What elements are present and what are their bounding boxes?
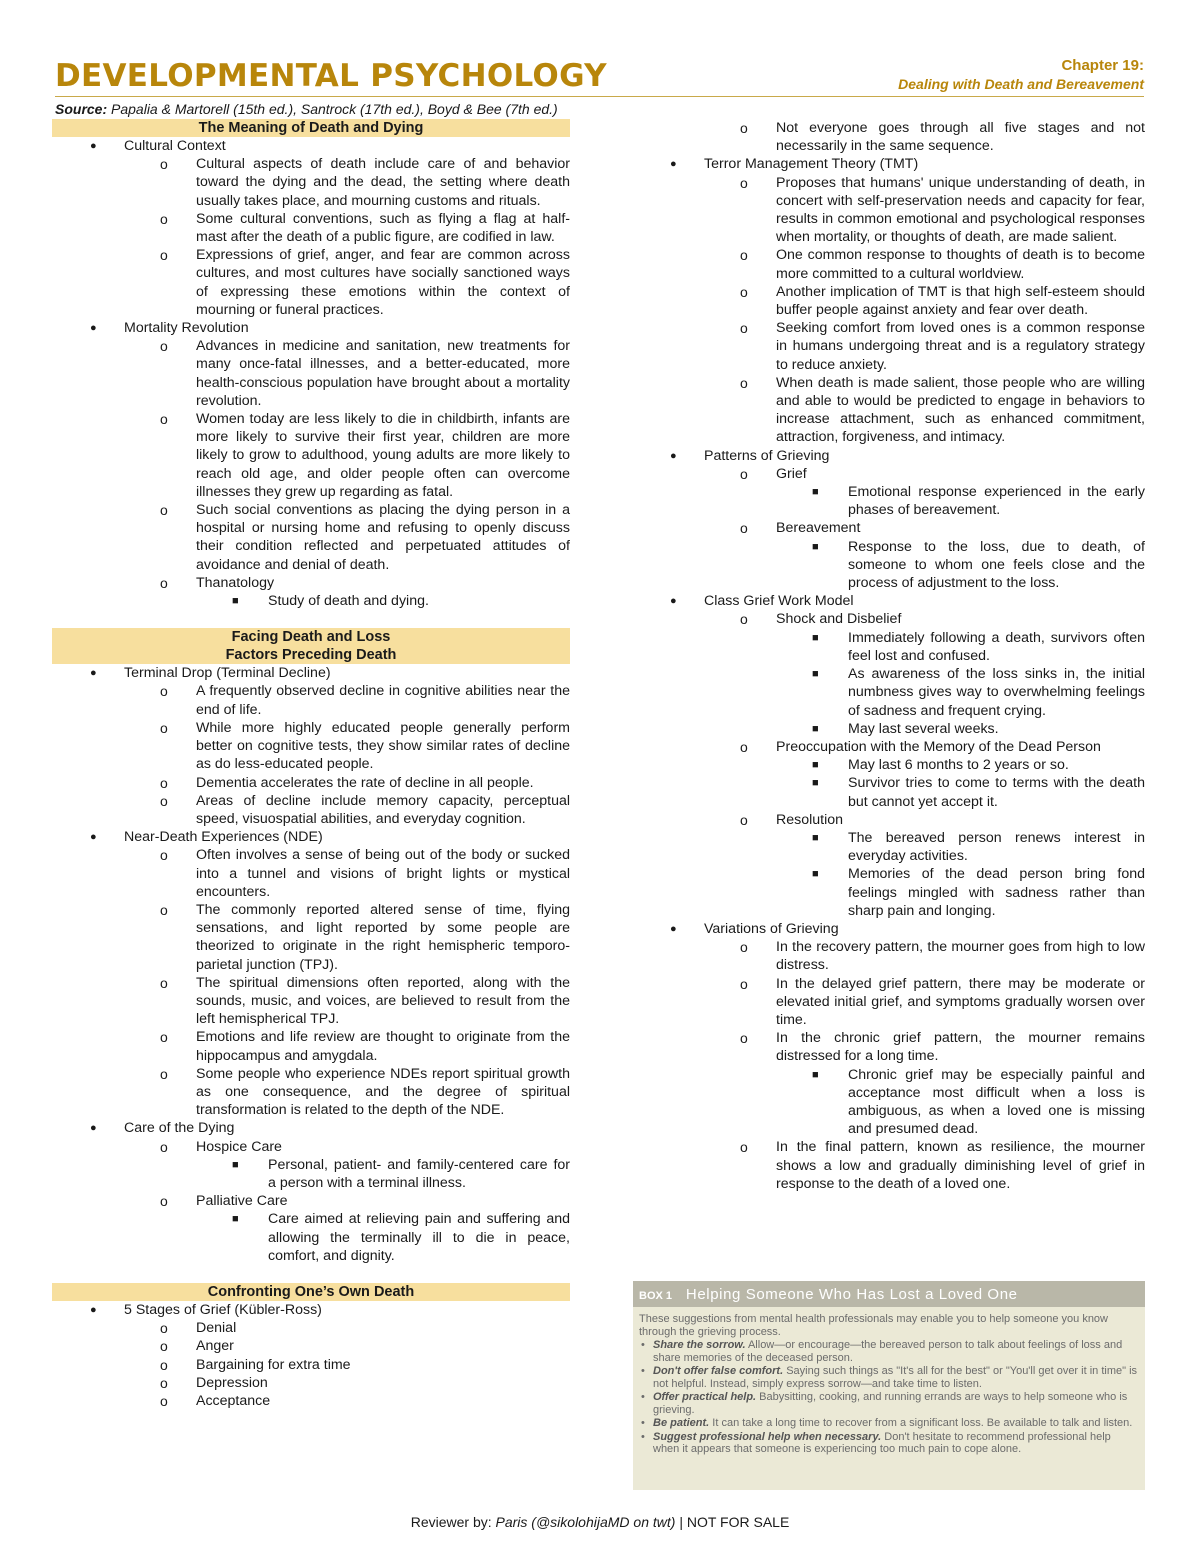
list-item: o Dementia accelerates the rate of decline in all people. — [160, 774, 534, 791]
footer-suffix: | NOT FOR SALE — [675, 1514, 790, 1530]
section-heading: The Meaning of Death and Dying — [52, 119, 570, 137]
list-item: o Such social conventions as placing the dying person in a hospital or nursing home and refusing to openly discuss their condition reflected and perpetuated attitudes of avoidance and denial of death. — [160, 502, 570, 573]
list-item: o Areas of decline include memory capacity, perceptual speed, visuospatial abilities, and everyday cognition. — [160, 792, 570, 827]
box-intro: These suggestions from mental health professionals may enable you to help someone you know through the grieving process. — [639, 1313, 1108, 1338]
topic-near-death-experiences: ● Near-Death Experiences (NDE) — [90, 829, 323, 846]
footer-author: Paris (@sikolohijaMD on twt) — [495, 1514, 676, 1530]
box-item: • Suggest professional help when necessary. Don't hesitate to recommend professional help when it appears that someone is experiencing too much pain to cope alone. — [641, 1430, 1111, 1455]
box-item: • Be patient. It can take a long time to recover from a significant loss. Be available to talk and listen. — [641, 1417, 1133, 1429]
list-item: o Expressions of grief, anger, and fear are common across cultures, and most cultures have socially sanctioned ways of expressing these emotions within the context of mourning or funeral practices. — [160, 247, 570, 318]
list-item: o Advances in medicine and sanitation, new treatments for many once-fatal illnesses, and a better-educated, more health-conscious population have brought about a mortality revolution. — [160, 338, 570, 409]
left-column — [52, 119, 570, 1410]
footer-prefix: Reviewer by: — [410, 1514, 496, 1530]
list-item: o Shock and Disbelief — [740, 611, 902, 628]
list-item: o Emotions and life review are thought to originate from the hippocampus and amygdala. — [160, 1029, 570, 1064]
chapter-number: Chapter 19: — [1061, 57, 1144, 74]
box-item: • Offer practical help. Babysitting, cooking, and running errands are ways to help someone who is grieving. — [641, 1391, 1128, 1416]
list-item: o In the final pattern, known as resilience, the mourner shows a low and gradually diminishing level of grief in response to the death of a loved one. — [740, 1139, 1145, 1192]
list-item: o One common response to thoughts of death is to become more committed to a cultural worldview. — [740, 247, 1145, 282]
list-item: o Bargaining for extra time — [160, 1356, 351, 1373]
list-item: o Not everyone goes through all five stages and not necessarily in the same sequence. — [740, 120, 1145, 155]
list-subitem: ■ Care aimed at relieving pain and suffering and allowing the terminally ill to die in peace, comfort, and dignity. — [232, 1211, 570, 1264]
topic-patterns-of-grieving: ● Patterns of Grieving — [670, 447, 830, 464]
list-subitem: ■ Chronic grief may be especially painful and acceptance most difficult when a loss is ambiguous, as when a loved one is missing and presumed dead. — [812, 1066, 1145, 1138]
section-heading: Confronting One’s Own Death — [52, 1283, 570, 1301]
list-item: o Depression — [160, 1374, 268, 1391]
topic-five-stages: ● 5 Stages of Grief (Kübler-Ross) — [90, 1301, 322, 1318]
topic-terror-management: ● Terror Management Theory (TMT) — [670, 156, 919, 173]
list-item: o Grief — [740, 465, 807, 482]
source-label: Source: — [55, 101, 108, 117]
list-item: o Hospice Care — [160, 1138, 282, 1155]
list-item: o Thanatology — [160, 574, 275, 591]
list-subitem: ■ Emotional response experienced in the early phases of bereavement. — [812, 484, 1145, 519]
box-item: • Share the sorrow. Allow—or encourage—the bereaved person to talk about feelings of loss and share memories of the deceased person. — [641, 1339, 1123, 1364]
section-heading: Facing Death and Loss — [52, 628, 570, 646]
list-item: o Bereavement — [740, 520, 861, 537]
list-subitem: ■ Response to the loss, due to death, of someone to whom one feels close and the process of adjustment to the loss. — [812, 538, 1145, 592]
list-subitem: ■ Personal, patient- and family-centered care for a person with a terminal illness. — [232, 1156, 570, 1191]
list-item: o The commonly reported altered sense of time, flying sensations, and light reported by some people are theorized to originate in the right hemispheric temporo-parietal junction (TPJ). — [160, 901, 570, 973]
list-item: o Cultural aspects of death include care of and behavior toward the dying and the dead, the setting where death usually takes place, and mourning customs and rituals. — [160, 156, 570, 209]
list-item: o The spiritual dimensions often reported, along with the sounds, music, and voices, are believed to result from the left hemispherical TPJ. — [160, 974, 570, 1028]
list-item: o Resolution — [740, 811, 844, 828]
list-subitem: ■ Survivor tries to come to terms with the death but cannot yet accept it. — [812, 775, 1145, 810]
list-item: o Palliative Care — [160, 1193, 288, 1210]
helping-box-image — [633, 1281, 1145, 1490]
list-item: o Some people who experience NDEs report spiritual growth as one consequence, and the degree of spiritual transformation is related to the depth of the NDE. — [160, 1065, 570, 1119]
topic-mortality-revolution: ● Mortality Revolution — [90, 320, 249, 337]
list-item: o In the chronic grief pattern, the mourner remains distressed for a long time. — [740, 1030, 1145, 1065]
topic-class-grief-work-model: ● Class Grief Work Model — [670, 593, 854, 610]
footer — [0, 1513, 1200, 1531]
list-subitem: ■ May last 6 months to 2 years or so. — [812, 757, 1069, 774]
topic-cultural-context: ● Cultural Context — [90, 138, 226, 154]
list-item: o When death is made salient, those people who are willing and able to would be predicted to engage in behaviors to increase attachment, such as enhanced commitment, attraction, forgiveness, and intimacy. — [740, 374, 1145, 446]
source-text: Papalia & Martorell (15th ed.), Santrock (17th ed.), Boyd & Bee (7th ed.) — [107, 101, 558, 117]
box-title: Helping Someone Who Has Lost a Loved One — [685, 1286, 1018, 1303]
list-subitem: ■ May last several weeks. — [812, 720, 999, 737]
box-label: BOX 1 — [639, 1290, 673, 1302]
list-item: o In the delayed grief pattern, there may be moderate or elevated initial grief, and symptoms gradually worsen over time. — [740, 975, 1145, 1028]
list-subitem: ■ Memories of the dead person bring fond feelings mingled with sadness rather than sharp pain and longing. — [812, 866, 1145, 919]
list-item: o A frequently observed decline in cognitive abilities near the end of life. — [160, 683, 570, 718]
section-subheading: Factors Preceding Death — [52, 646, 570, 664]
right-column — [632, 119, 1145, 1193]
list-subitem: ■ The bereaved person renews interest in everyday activities. — [812, 829, 1145, 865]
box-body — [633, 1307, 1145, 1456]
list-subitem: ■ Immediately following a death, survivors often feel lost and confused. — [812, 629, 1145, 664]
list-item: o Proposes that humans' unique understanding of death, in concert with self-preservation needs and capacity for fear, results in common emotional and psychological responses when mortality, or thoughts of death, are made salient. — [740, 174, 1145, 246]
list-subitem: ■ As awareness of the loss sinks in, the initial numbness gives way to overwhelming feelings of sadness and frequent crying. — [812, 666, 1145, 719]
topic-variations-of-grieving: ● Variations of Grieving — [670, 920, 839, 937]
box-header — [633, 1281, 1145, 1307]
list-item: o Acceptance — [160, 1393, 271, 1409]
list-item: o While more highly educated people generally perform better on cognitive tests, they show similar rates of decline as do less-educated people. — [160, 719, 570, 773]
list-item: o Another implication of TMT is that high self-esteem should buffer people against anxiety and fear over death. — [740, 283, 1145, 319]
list-subitem: ■ Study of death and dying. — [232, 593, 429, 610]
header-divider — [55, 96, 1144, 97]
list-item: o Denial — [160, 1320, 237, 1337]
chapter-heading — [898, 56, 1144, 93]
list-item: o Seeking comfort from loved ones is a common response in humans undergoing threat and is a regulatory strategy to reduce anxiety. — [740, 320, 1145, 373]
document-title: DEVELOPMENTAL PSYCHOLOGY — [55, 58, 607, 94]
topic-terminal-drop: ● Terminal Drop (Terminal Decline) — [90, 665, 331, 682]
list-item: o Preoccupation with the Memory of the Dead Person — [740, 738, 1101, 755]
chapter-title: Dealing with Death and Bereavement — [898, 76, 1144, 92]
source-line — [55, 100, 558, 118]
list-item: o In the recovery pattern, the mourner goes from high to low distress. — [740, 939, 1145, 974]
list-item: o Some cultural conventions, such as flying a flag at half-mast after the death of a public figure, are codified in law. — [160, 210, 570, 246]
list-item: o Anger — [160, 1338, 234, 1355]
box-item: • Don't offer false comfort. Saying such things as "It's all for the best" or "You'll get over it in time" is not helpful. Instead, simply express sorrow—and take time to listen. — [641, 1365, 1138, 1390]
list-item: o Women today are less likely to die in childbirth, infants are more likely to survive their first year, children are more likely to grow to adulthood, young adults are more likely to reach old age, and older people often can overcome illnesses they grew up regarding as fatal. — [160, 411, 570, 500]
topic-care-of-the-dying: ● Care of the Dying — [90, 1120, 235, 1137]
list-item: o Often involves a sense of being out of the body or sucked into a tunnel and visions of bright lights or mystical encounters. — [160, 847, 570, 900]
